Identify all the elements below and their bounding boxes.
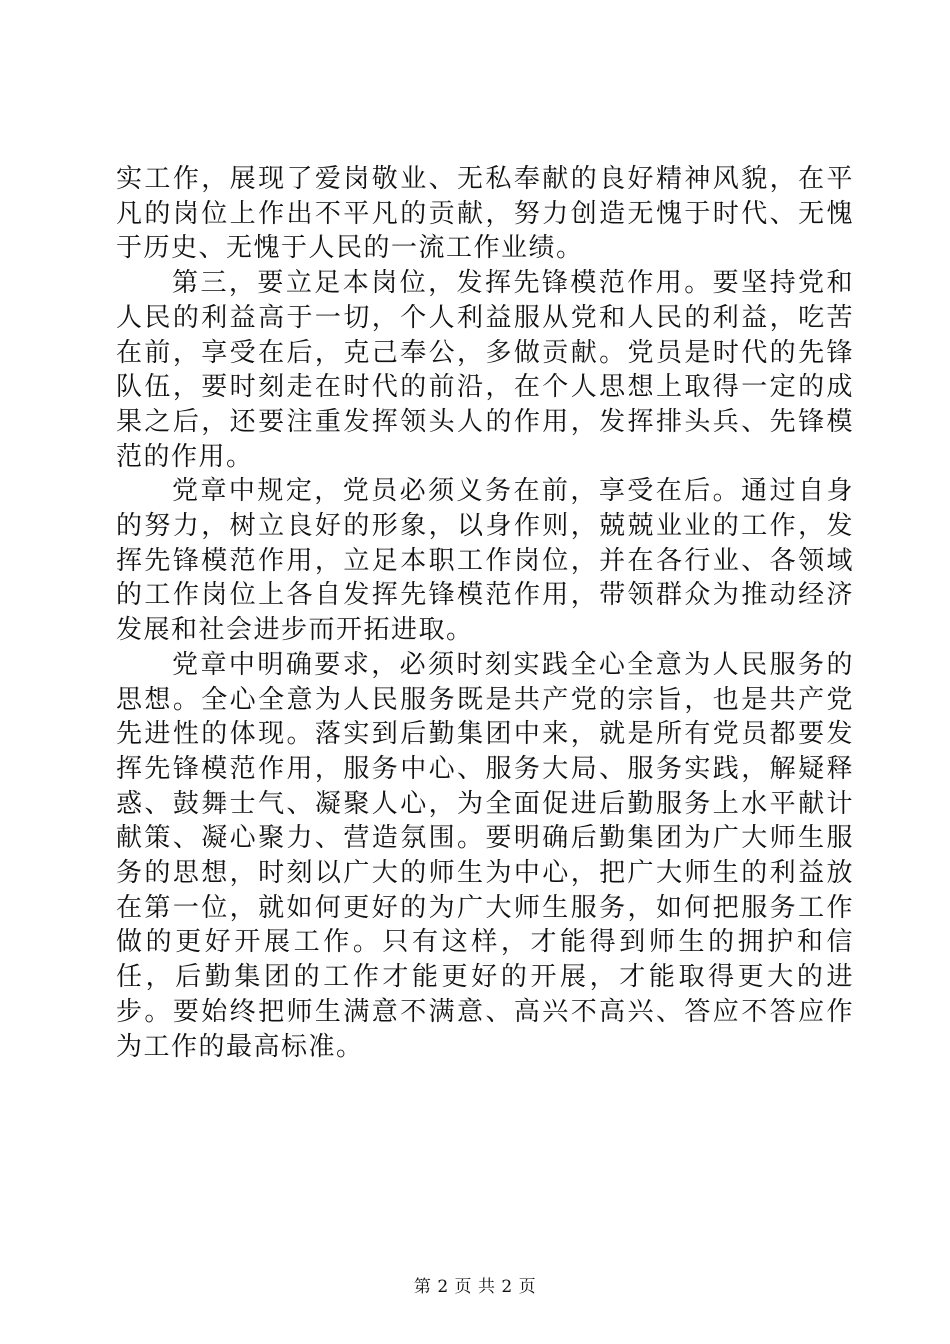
page-number-footer: 第 2 页 共 2 页: [413, 1277, 537, 1297]
paragraph-third-point: 第三，要立足本岗位，发挥先锋模范作用。要坚持党和人民的利益高于一切，个人利益服从党和人民的利益，吃苦在前，享受在后，克己奉公，多做贡献。党员是时代的先锋队伍，要时刻走在时代的前沿，在个人思想上取得一定的成果之后，还要注重发挥领头人的作用，发挥排头兵、先锋模范的作用。: [116, 268, 854, 472]
paragraph-serve-the-people: 党章中明确要求，必须时刻实践全心全意为人民服务的思想。全心全意为人民服务既是共产党的宗旨，也是共产党先进性的体现。落实到后勤集团中来，就是所有党员都要发挥先锋模范作用，服务中心、服务大局、服务实践，解疑释惑、鼓舞士气、凝聚人心，为全面促进后勤服务上水平献计献策、凝心聚力、营造氛围。要明确后勤集团为广大师生服务的思想，时刻以广大的师生为中心，把广大师生的利益放在第一位，就如何更好的为广大师生服务，如何把服务工作做的更好开展工作。只有这样，才能得到师生的拥护和信任，后勤集团的工作才能更好的开展，才能取得更大的进步。要始终把师生满意不满意、高兴不高兴、答应不答应作为工作的最高标准。: [116, 649, 854, 1062]
paragraph-party-constitution-duties: 党章中规定，党员必须义务在前，享受在后。通过自身的努力，树立良好的形象，以身作则，兢兢业业的工作，发挥先锋模范作用，立足本职工作岗位，并在各行业、各领域的工作岗位上各自发挥先锋模范作用，带领群众为推动经济发展和社会进步而开拓进取。: [116, 476, 854, 646]
document-body: [116, 162, 854, 1064]
paragraph-continuation: 实工作，展现了爱岗敬业、无私奉献的良好精神风貌，在平凡的岗位上作出不平凡的贡献，努力创造无愧于时代、无愧于历史、无愧于人民的一流工作业绩。: [116, 164, 854, 264]
